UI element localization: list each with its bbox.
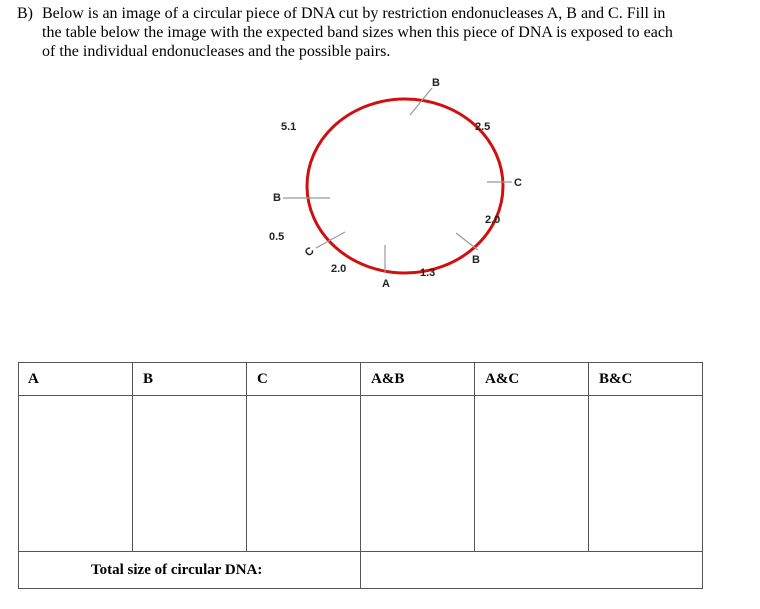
site-bottom-left-c-tick: [316, 232, 345, 248]
site-top-b-label: B: [432, 77, 440, 89]
header-c: C: [247, 363, 361, 396]
band-size-table: [18, 362, 703, 589]
header-a-and-c: A&C: [475, 363, 589, 396]
answer-cell-a-and-b[interactable]: [361, 396, 475, 552]
total-answer-cell[interactable]: [361, 552, 703, 589]
question-line-1: Below is an image of a circular piece of DNA cut by restriction endonucleases A, B and C. Fill in: [42, 5, 666, 22]
table-header-row: [19, 363, 703, 396]
segment-bottom-left-size: 2.0: [331, 263, 347, 275]
answer-cell-a-and-c[interactable]: [475, 396, 589, 552]
answer-row: [19, 396, 703, 552]
site-bottom-right-b-tick: [456, 233, 478, 250]
segment-right-size: 2.0: [485, 214, 501, 226]
total-label: Total size of circular DNA:: [91, 561, 263, 578]
segment-bottom-right-size: 1.3: [420, 267, 436, 279]
total-row: [19, 552, 703, 589]
answer-cell-a[interactable]: [19, 396, 133, 552]
answer-cell-b[interactable]: [133, 396, 247, 552]
segment-top-right-size: 2.5: [475, 121, 491, 133]
answer-cell-b-and-c[interactable]: [589, 396, 703, 552]
segment-left-size: 0.5: [269, 231, 285, 243]
question-line-3: of the individual endonucleases and the possible pairs.: [42, 43, 391, 60]
header-b-and-c: B&C: [589, 363, 703, 396]
answer-cell-c[interactable]: [247, 396, 361, 552]
total-label-cell: [19, 552, 361, 589]
site-bottom-right-b-label: B: [472, 254, 480, 266]
site-left-b-label: B: [273, 192, 281, 204]
header-b: B: [133, 363, 247, 396]
site-bottom-a-label: A: [382, 278, 390, 290]
header-a: A: [19, 363, 133, 396]
site-bottom-left-c-label: C: [302, 245, 317, 260]
header-a-and-b: A&B: [361, 363, 475, 396]
question-line-2: the table below the image with the expected band sizes when this piece of DNA is exposed to each: [42, 24, 673, 41]
segment-top-left-size: 5.1: [281, 121, 297, 133]
question-prefix: B): [17, 5, 33, 22]
site-right-c-label: C: [514, 177, 522, 189]
